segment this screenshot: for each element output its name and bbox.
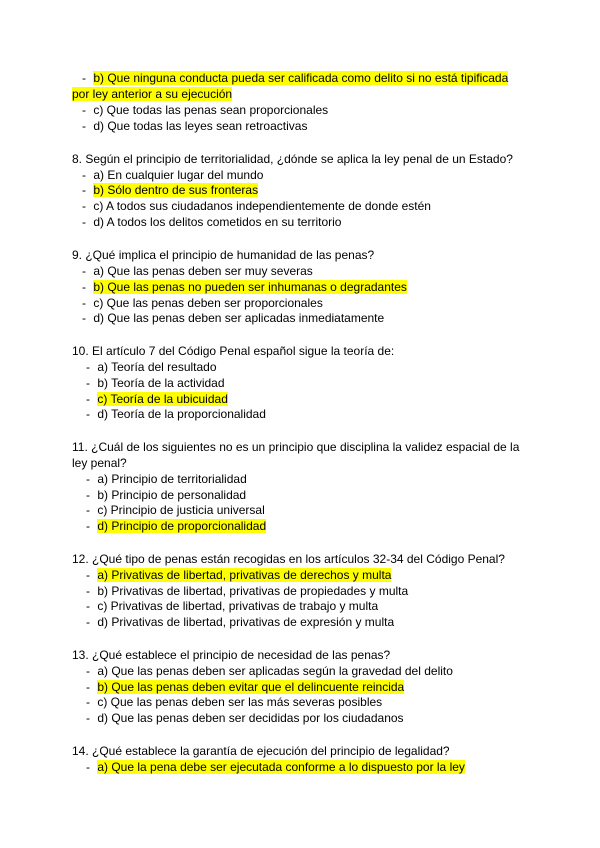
question-text (72, 86, 232, 102)
answer-option (86, 487, 246, 503)
answer-option (86, 567, 391, 583)
highlighted-answer-text: c) Teoría de la ubicuidad (97, 392, 228, 406)
list-dash: - (86, 392, 94, 406)
answer-option (82, 295, 323, 311)
line-text: d) Teoría de la proporcionalidad (97, 407, 266, 421)
question-text (72, 647, 390, 663)
line-text: c) Privativas de libertad, privativas de trabajo y multa (97, 599, 379, 613)
line-text: d) Que todas las leyes sean retroactivas (93, 119, 308, 133)
list-dash: - (86, 615, 94, 629)
list-dash: - (82, 199, 90, 213)
highlighted-answer-text: b) Que ninguna conducta pueda ser calificada como delito si no está tipificada (93, 71, 509, 85)
line-text: a) Principio de territorialidad (97, 472, 247, 486)
highlighted-answer-text: a) Que la pena debe ser ejecutada conforme a lo dispuesto por la ley (97, 760, 465, 774)
answer-option (82, 182, 258, 198)
list-dash: - (86, 599, 94, 613)
line-text: c) Principio de justicia universal (97, 503, 265, 517)
list-dash: - (82, 296, 90, 310)
answer-option (86, 502, 265, 518)
question-text (72, 439, 519, 455)
answer-option (82, 70, 508, 86)
answer-option (86, 759, 465, 775)
answer-option (82, 263, 313, 279)
answer-option (86, 518, 266, 534)
answer-option (86, 391, 228, 407)
question-text (72, 151, 513, 167)
question-text (72, 743, 450, 759)
line-text: c) Que las penas deben ser proporcionales (93, 296, 323, 310)
list-dash: - (82, 264, 90, 278)
list-dash: - (82, 280, 90, 294)
list-dash: - (86, 488, 94, 502)
answer-option (82, 118, 307, 134)
highlighted-answer-text: a) Privativas de libertad, privativas de derechos y multa (97, 568, 392, 582)
line-text: c) Que las penas deben ser las más severas posibles (97, 695, 383, 709)
line-text: a) En cualquier lugar del mundo (93, 168, 264, 182)
list-dash: - (86, 519, 94, 533)
line-text: c) Que todas las penas sean proporcionales (93, 103, 329, 117)
list-dash: - (86, 503, 94, 517)
highlighted-answer-text: b) Que las penas no pueden ser inhumanas o degradantes (93, 280, 407, 294)
answer-option (86, 679, 404, 695)
answer-option (86, 598, 378, 614)
answer-option (86, 614, 394, 630)
answer-option (82, 167, 263, 183)
highlighted-answer-text: por ley anterior a su ejecución (72, 87, 233, 101)
list-dash: - (86, 711, 94, 725)
line-text: c) A todos sus ciudadanos independientemente de donde estén (93, 199, 431, 213)
line-text: 12. ¿Qué tipo de penas están recogidas en los artículos 32-34 del Código Penal? (72, 552, 505, 566)
line-text: 8. Según el principio de territorialidad, ¿dónde se aplica la ley penal de un Estado? (72, 152, 513, 166)
list-dash: - (86, 376, 94, 390)
line-text: ley penal? (72, 456, 127, 470)
answer-option (82, 279, 407, 295)
line-text: b) Privativas de libertad, privativas de propiedades y multa (97, 584, 409, 598)
line-text: a) Teoría del resultado (97, 360, 217, 374)
list-dash: - (82, 215, 90, 229)
answer-option (86, 359, 217, 375)
line-text: d) Que las penas deben ser aplicadas inmediatamente (93, 311, 385, 325)
list-dash: - (86, 695, 94, 709)
list-dash: - (82, 311, 90, 325)
list-dash: - (82, 168, 90, 182)
line-text: d) Que las penas deben ser decididas por los ciudadanos (97, 711, 404, 725)
answer-option (86, 583, 408, 599)
answer-option (86, 375, 225, 391)
line-text: b) Teoría de la actividad (97, 376, 225, 390)
highlighted-answer-text: d) Principio de proporcionalidad (97, 519, 267, 533)
question-text (72, 455, 127, 471)
answer-option (86, 694, 382, 710)
line-text: a) Que las penas deben ser aplicadas según la gravedad del delito (97, 664, 453, 678)
list-dash: - (86, 360, 94, 374)
list-dash: - (86, 568, 94, 582)
answer-option (82, 310, 384, 326)
highlighted-answer-text: b) Sólo dentro de sus fronteras (93, 183, 259, 197)
answer-option (86, 710, 404, 726)
question-text (72, 551, 505, 567)
line-text: 11. ¿Cuál de los siguientes no es un principio que disciplina la validez espacial de la (72, 440, 520, 454)
line-text: d) Privativas de libertad, privativas de expresión y multa (97, 615, 395, 629)
line-text: a) Que las penas deben ser muy severas (93, 264, 313, 278)
answer-option (82, 198, 431, 214)
list-dash: - (86, 664, 94, 678)
answer-option (86, 406, 266, 422)
list-dash: - (86, 407, 94, 421)
line-text: 13. ¿Qué establece el principio de necesidad de las penas? (72, 648, 391, 662)
list-dash: - (86, 760, 94, 774)
line-text: 9. ¿Qué implica el principio de humanidad de las penas? (72, 248, 375, 262)
list-dash: - (86, 680, 94, 694)
question-text (72, 247, 374, 263)
answer-option (86, 471, 247, 487)
list-dash: - (82, 71, 90, 85)
line-text: 14. ¿Qué establece la garantía de ejecución del principio de legalidad? (72, 744, 450, 758)
list-dash: - (86, 584, 94, 598)
answer-option (82, 102, 328, 118)
list-dash: - (82, 103, 90, 117)
list-dash: - (82, 183, 90, 197)
line-text: b) Principio de personalidad (97, 488, 247, 502)
line-text: 10. El artículo 7 del Código Penal español sigue la teoría de: (72, 344, 395, 358)
line-text: d) A todos los delitos cometidos en su territorio (93, 215, 342, 229)
answer-option (86, 663, 453, 679)
question-text (72, 343, 394, 359)
list-dash: - (86, 472, 94, 486)
answer-option (82, 214, 341, 230)
highlighted-answer-text: b) Que las penas deben evitar que el delincuente reincida (97, 680, 405, 694)
list-dash: - (82, 119, 90, 133)
